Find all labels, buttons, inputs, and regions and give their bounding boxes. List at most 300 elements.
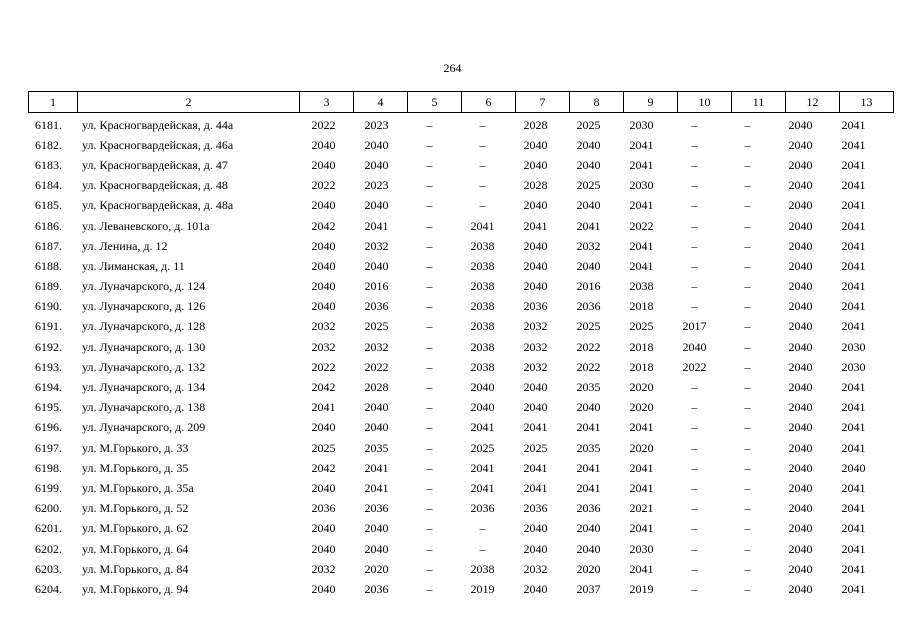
cell-col-12: 2040 [788, 299, 813, 314]
cell-col-5: – [426, 279, 433, 294]
cell-col-13: 2030 [841, 359, 866, 374]
cell-col-9: 2041 [629, 420, 654, 435]
table-row [28, 398, 880, 418]
column-header: 12 [786, 92, 840, 113]
cell-col-5: – [426, 400, 433, 415]
column-header: 5 [408, 92, 462, 113]
cell-col-6: – [479, 541, 486, 556]
cell-col-6: 2038 [470, 319, 495, 334]
cell-col-13: 2041 [841, 178, 866, 193]
cell-col-8: 2040 [576, 400, 601, 415]
cell-col-7: 2040 [523, 258, 548, 273]
cell-col-3: 2040 [311, 157, 336, 172]
cell-col-13: 2041 [841, 218, 866, 233]
cell-col-6: 2038 [470, 238, 495, 253]
cell-col-4: 2036 [364, 581, 389, 596]
cell-col-8: 2032 [576, 238, 601, 253]
cell-col-13: 2041 [841, 137, 866, 152]
cell-col-11: – [744, 238, 751, 253]
column-header: 9 [624, 92, 678, 113]
cell-col-12: 2040 [788, 400, 813, 415]
cell-address: ул. Луначарского, д. 128 [82, 319, 206, 334]
cell-col-9: 2018 [629, 339, 654, 354]
cell-address: ул. М.Горького, д. 94 [82, 581, 189, 596]
cell-col-8: 2040 [576, 521, 601, 536]
cell-col-13: 2041 [841, 400, 866, 415]
cell-col-11: – [744, 339, 751, 354]
cell-col-4: 2023 [364, 178, 389, 193]
cell-address: ул. Красногвардейская, д. 44а [82, 117, 234, 132]
cell-col-13: 2041 [841, 258, 866, 273]
cell-col-10: – [691, 157, 698, 172]
cell-col-12: 2040 [788, 117, 813, 132]
cell-col-8: 2016 [576, 279, 601, 294]
table-row [28, 216, 880, 236]
cell-col-4: 2040 [364, 258, 389, 273]
cell-col-3: 2036 [311, 501, 336, 516]
cell-col-12: 2040 [788, 440, 813, 455]
cell-col-8: 2035 [576, 380, 601, 395]
table-row [28, 458, 880, 478]
cell-col-12: 2040 [788, 198, 813, 213]
cell-col-11: – [744, 319, 751, 334]
cell-col-6: – [479, 137, 486, 152]
cell-col-4: 2040 [364, 137, 389, 152]
cell-address: ул. Красногвардейская, д. 48а [82, 198, 234, 213]
cell-col-10: – [691, 440, 698, 455]
cell-col-10: – [691, 299, 698, 314]
cell-col-4: 2041 [364, 460, 389, 475]
cell-col-5: – [426, 359, 433, 374]
cell-address: ул. Луначарского, д. 132 [82, 359, 206, 374]
cell-col-4: 2040 [364, 198, 389, 213]
table-row [28, 377, 880, 397]
cell-col-5: – [426, 339, 433, 354]
cell-row-number: 6193. [35, 359, 62, 374]
column-header: 11 [732, 92, 786, 113]
cell-col-6: – [479, 178, 486, 193]
cell-col-9: 2038 [629, 279, 654, 294]
cell-col-13: 2041 [841, 581, 866, 596]
cell-col-12: 2040 [788, 460, 813, 475]
cell-col-9: 2021 [629, 501, 654, 516]
cell-col-7: 2041 [523, 420, 548, 435]
cell-col-9: 2030 [629, 178, 654, 193]
cell-col-12: 2040 [788, 521, 813, 536]
cell-row-number: 6189. [35, 279, 62, 294]
cell-col-11: – [744, 137, 751, 152]
cell-col-5: – [426, 157, 433, 172]
cell-col-11: – [744, 380, 751, 395]
cell-col-7: 2040 [523, 238, 548, 253]
cell-col-12: 2040 [788, 319, 813, 334]
cell-col-8: 2041 [576, 218, 601, 233]
cell-col-4: 2032 [364, 238, 389, 253]
cell-col-13: 2041 [841, 117, 866, 132]
cell-col-11: – [744, 440, 751, 455]
cell-col-9: 2030 [629, 117, 654, 132]
cell-col-11: – [744, 581, 751, 596]
cell-col-7: 2040 [523, 581, 548, 596]
cell-col-6: 2040 [470, 400, 495, 415]
cell-col-11: – [744, 521, 751, 536]
cell-col-6: 2038 [470, 299, 495, 314]
cell-col-5: – [426, 501, 433, 516]
cell-col-8: 2040 [576, 137, 601, 152]
table-row [28, 478, 880, 498]
cell-address: ул. Луначарского, д. 124 [82, 279, 206, 294]
cell-col-4: 2040 [364, 400, 389, 415]
cell-col-7: 2041 [523, 218, 548, 233]
cell-col-10: – [691, 279, 698, 294]
cell-col-10: – [691, 460, 698, 475]
cell-col-6: 2038 [470, 561, 495, 576]
cell-col-13: 2030 [841, 339, 866, 354]
cell-col-3: 2040 [311, 581, 336, 596]
cell-col-5: – [426, 218, 433, 233]
cell-address: ул. М.Горького, д. 35а [82, 480, 194, 495]
cell-col-5: – [426, 117, 433, 132]
cell-col-7: 2028 [523, 117, 548, 132]
cell-row-number: 6181. [35, 117, 62, 132]
cell-row-number: 6182. [35, 137, 62, 152]
cell-col-10: – [691, 137, 698, 152]
cell-col-12: 2040 [788, 137, 813, 152]
cell-col-11: – [744, 420, 751, 435]
cell-col-5: – [426, 541, 433, 556]
cell-col-11: – [744, 178, 751, 193]
cell-col-5: – [426, 258, 433, 273]
cell-col-7: 2032 [523, 359, 548, 374]
cell-col-12: 2040 [788, 258, 813, 273]
cell-col-13: 2041 [841, 198, 866, 213]
cell-col-3: 2040 [311, 541, 336, 556]
cell-row-number: 6194. [35, 380, 62, 395]
cell-col-3: 2022 [311, 359, 336, 374]
table-body [28, 115, 880, 600]
cell-col-8: 2035 [576, 440, 601, 455]
page-number: 264 [443, 61, 462, 75]
cell-col-4: 2041 [364, 480, 389, 495]
cell-col-7: 2040 [523, 400, 548, 415]
cell-col-3: 2040 [311, 198, 336, 213]
cell-address: ул. Лиманская, д. 11 [82, 258, 185, 273]
cell-col-12: 2040 [788, 541, 813, 556]
column-header: 13 [840, 92, 894, 113]
cell-col-8: 2037 [576, 581, 601, 596]
cell-col-8: 2025 [576, 319, 601, 334]
cell-address: ул. Красногвардейская, д. 47 [82, 157, 228, 172]
table-row [28, 418, 880, 438]
cell-row-number: 6192. [35, 339, 62, 354]
table-row [28, 438, 880, 458]
cell-col-12: 2040 [788, 420, 813, 435]
cell-row-number: 6198. [35, 460, 62, 475]
column-header: 3 [300, 92, 354, 113]
cell-col-8: 2040 [576, 541, 601, 556]
cell-col-8: 2041 [576, 480, 601, 495]
cell-col-7: 2032 [523, 319, 548, 334]
cell-col-9: 2020 [629, 380, 654, 395]
table-row [28, 357, 880, 377]
cell-col-10: – [691, 258, 698, 273]
cell-col-6: 2040 [470, 380, 495, 395]
cell-col-3: 2040 [311, 137, 336, 152]
cell-col-7: 2040 [523, 541, 548, 556]
column-header-table [28, 91, 894, 113]
cell-col-6: 2041 [470, 218, 495, 233]
column-header: 1 [29, 92, 78, 113]
cell-col-13: 2041 [841, 521, 866, 536]
cell-col-12: 2040 [788, 238, 813, 253]
cell-col-9: 2041 [629, 480, 654, 495]
table-row [28, 539, 880, 559]
cell-col-10: – [691, 238, 698, 253]
cell-address: ул. Красногвардейская, д. 48 [82, 178, 228, 193]
cell-row-number: 6197. [35, 440, 62, 455]
cell-address: ул. Красногвардейская, д. 46а [82, 137, 234, 152]
cell-col-9: 2041 [629, 157, 654, 172]
cell-col-8: 2022 [576, 359, 601, 374]
cell-address: ул. М.Горького, д. 64 [82, 541, 189, 556]
cell-col-13: 2041 [841, 541, 866, 556]
cell-col-4: 2032 [364, 339, 389, 354]
cell-col-12: 2040 [788, 157, 813, 172]
cell-col-12: 2040 [788, 380, 813, 395]
cell-col-4: 2040 [364, 521, 389, 536]
cell-col-7: 2025 [523, 440, 548, 455]
cell-col-3: 2042 [311, 380, 336, 395]
cell-col-8: 2036 [576, 501, 601, 516]
cell-col-11: – [744, 359, 751, 374]
cell-col-4: 2035 [364, 440, 389, 455]
cell-col-4: 2040 [364, 420, 389, 435]
cell-col-6: – [479, 521, 486, 536]
cell-col-3: 2032 [311, 561, 336, 576]
cell-col-13: 2041 [841, 157, 866, 172]
table-row [28, 256, 880, 276]
cell-col-5: – [426, 319, 433, 334]
cell-col-9: 2041 [629, 521, 654, 536]
cell-col-10: – [691, 117, 698, 132]
cell-col-10: – [691, 420, 698, 435]
cell-col-13: 2041 [841, 420, 866, 435]
table-row [28, 297, 880, 317]
cell-address: ул. Луначарского, д. 126 [82, 299, 206, 314]
cell-col-9: 2041 [629, 238, 654, 253]
cell-col-3: 2042 [311, 460, 336, 475]
cell-row-number: 6187. [35, 238, 62, 253]
cell-col-9: 2041 [629, 258, 654, 273]
cell-row-number: 6185. [35, 198, 62, 213]
table-row [28, 337, 880, 357]
cell-address: ул. Ленина, д. 12 [82, 238, 168, 253]
cell-col-10: – [691, 480, 698, 495]
cell-col-13: 2041 [841, 501, 866, 516]
cell-col-10: – [691, 541, 698, 556]
cell-address: ул. Леваневского, д. 101а [82, 218, 210, 233]
cell-address: ул. М.Горького, д. 62 [82, 521, 189, 536]
cell-col-13: 2041 [841, 561, 866, 576]
cell-col-11: – [744, 460, 751, 475]
cell-col-4: 2040 [364, 157, 389, 172]
cell-col-6: – [479, 198, 486, 213]
cell-col-10: – [691, 521, 698, 536]
cell-row-number: 6188. [35, 258, 62, 273]
cell-col-5: – [426, 137, 433, 152]
table-row [28, 499, 880, 519]
cell-col-7: 2040 [523, 279, 548, 294]
table-row [28, 196, 880, 216]
cell-col-13: 2041 [841, 440, 866, 455]
cell-col-10: – [691, 218, 698, 233]
table-row [28, 176, 880, 196]
cell-col-9: 2041 [629, 561, 654, 576]
cell-col-4: 2041 [364, 218, 389, 233]
cell-col-8: 2041 [576, 420, 601, 435]
cell-row-number: 6191. [35, 319, 62, 334]
cell-col-8: 2025 [576, 117, 601, 132]
cell-col-8: 2040 [576, 157, 601, 172]
cell-col-6: 2025 [470, 440, 495, 455]
cell-row-number: 6196. [35, 420, 62, 435]
cell-row-number: 6186. [35, 218, 62, 233]
column-header: 2 [78, 92, 300, 113]
cell-col-3: 2040 [311, 299, 336, 314]
table-row [28, 115, 880, 135]
cell-col-7: 2040 [523, 521, 548, 536]
cell-col-9: 2025 [629, 319, 654, 334]
cell-col-12: 2040 [788, 581, 813, 596]
cell-address: ул. Луначарского, д. 134 [82, 380, 206, 395]
cell-col-9: 2041 [629, 198, 654, 213]
cell-col-6: 2041 [470, 460, 495, 475]
table-row [28, 317, 880, 337]
cell-address: ул. М.Горького, д. 33 [82, 440, 189, 455]
cell-col-3: 2040 [311, 420, 336, 435]
cell-col-9: 2020 [629, 440, 654, 455]
cell-col-6: – [479, 117, 486, 132]
cell-col-12: 2040 [788, 279, 813, 294]
cell-col-7: 2040 [523, 380, 548, 395]
cell-col-10: 2022 [682, 359, 707, 374]
cell-col-5: – [426, 198, 433, 213]
cell-col-11: – [744, 480, 751, 495]
cell-col-4: 2022 [364, 359, 389, 374]
cell-col-7: 2040 [523, 157, 548, 172]
column-header: 6 [462, 92, 516, 113]
cell-col-9: 2018 [629, 299, 654, 314]
cell-col-12: 2040 [788, 359, 813, 374]
cell-col-4: 2023 [364, 117, 389, 132]
cell-address: ул. М.Горького, д. 84 [82, 561, 189, 576]
column-header: 8 [570, 92, 624, 113]
cell-col-7: 2032 [523, 339, 548, 354]
cell-col-9: 2020 [629, 400, 654, 415]
cell-col-10: – [691, 581, 698, 596]
cell-row-number: 6190. [35, 299, 62, 314]
cell-col-5: – [426, 521, 433, 536]
cell-col-11: – [744, 258, 751, 273]
cell-col-3: 2040 [311, 480, 336, 495]
cell-col-11: – [744, 299, 751, 314]
cell-col-5: – [426, 178, 433, 193]
cell-col-4: 2020 [364, 561, 389, 576]
cell-col-7: 2036 [523, 501, 548, 516]
table-row [28, 559, 880, 579]
cell-col-6: 2038 [470, 279, 495, 294]
cell-col-3: 2022 [311, 117, 336, 132]
cell-col-6: 2041 [470, 480, 495, 495]
cell-row-number: 6200. [35, 501, 62, 516]
cell-col-3: 2025 [311, 440, 336, 455]
cell-col-11: – [744, 400, 751, 415]
cell-col-6: 2038 [470, 258, 495, 273]
cell-col-3: 2041 [311, 400, 336, 415]
cell-col-5: – [426, 420, 433, 435]
cell-col-4: 2036 [364, 299, 389, 314]
cell-col-5: – [426, 380, 433, 395]
column-header: 7 [516, 92, 570, 113]
cell-col-3: 2040 [311, 258, 336, 273]
cell-col-12: 2040 [788, 501, 813, 516]
cell-col-12: 2040 [788, 480, 813, 495]
cell-col-8: 2036 [576, 299, 601, 314]
cell-col-7: 2040 [523, 137, 548, 152]
cell-address: ул. Луначарского, д. 209 [82, 420, 206, 435]
cell-col-11: – [744, 117, 751, 132]
column-header: 10 [678, 92, 732, 113]
cell-col-11: – [744, 157, 751, 172]
cell-col-9: 2041 [629, 137, 654, 152]
cell-col-13: 2041 [841, 480, 866, 495]
data-table [28, 115, 880, 600]
cell-col-3: 2040 [311, 279, 336, 294]
cell-col-4: 2016 [364, 279, 389, 294]
cell-col-10: 2040 [682, 339, 707, 354]
table-row [28, 277, 880, 297]
cell-address: ул. М.Горького, д. 35 [82, 460, 189, 475]
cell-col-6: 2036 [470, 501, 495, 516]
cell-col-13: 2041 [841, 299, 866, 314]
cell-row-number: 6202. [35, 541, 62, 556]
cell-col-13: 2041 [841, 238, 866, 253]
cell-col-11: – [744, 279, 751, 294]
column-header-row [29, 92, 894, 113]
cell-col-5: – [426, 299, 433, 314]
cell-col-3: 2042 [311, 218, 336, 233]
cell-col-7: 2032 [523, 561, 548, 576]
cell-col-11: – [744, 198, 751, 213]
cell-col-4: 2036 [364, 501, 389, 516]
cell-col-6: 2038 [470, 359, 495, 374]
cell-col-3: 2032 [311, 319, 336, 334]
cell-col-3: 2040 [311, 238, 336, 253]
cell-col-8: 2040 [576, 258, 601, 273]
cell-col-8: 2022 [576, 339, 601, 354]
cell-col-13: 2041 [841, 319, 866, 334]
cell-col-11: – [744, 501, 751, 516]
cell-col-10: – [691, 400, 698, 415]
cell-col-10: – [691, 178, 698, 193]
cell-col-7: 2041 [523, 480, 548, 495]
cell-col-7: 2028 [523, 178, 548, 193]
cell-row-number: 6204. [35, 581, 62, 596]
cell-col-3: 2032 [311, 339, 336, 354]
cell-col-9: 2018 [629, 359, 654, 374]
cell-col-12: 2040 [788, 178, 813, 193]
cell-col-8: 2041 [576, 460, 601, 475]
